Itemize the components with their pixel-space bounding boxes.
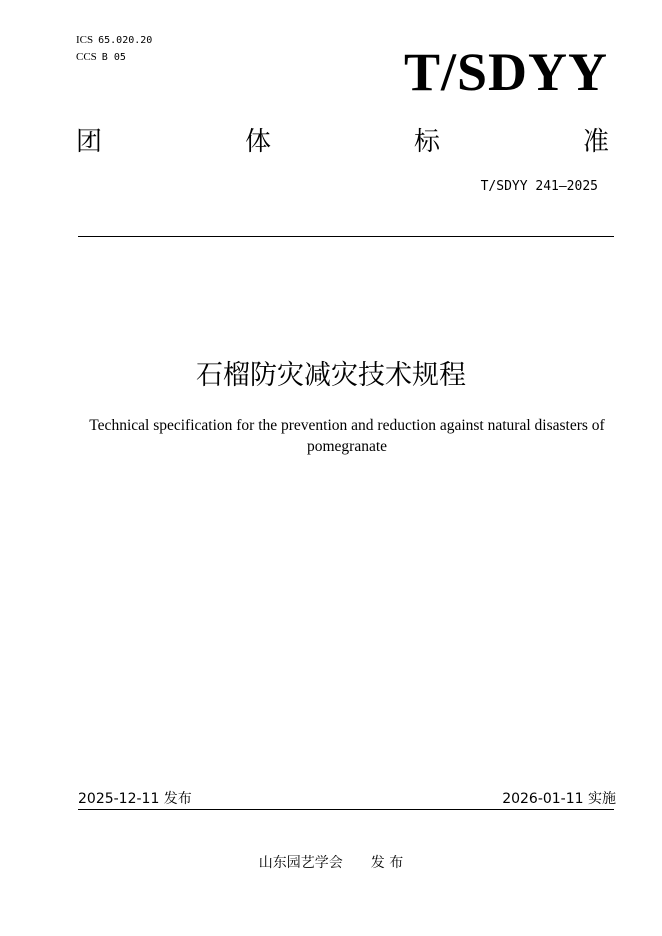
publisher-name: 山东园艺学会 (258, 855, 343, 871)
standard-type-char: 团 (76, 127, 103, 157)
standard-logo: T/SDYY (403, 42, 608, 102)
publish-date: 2025-12-11 发布 (78, 791, 192, 807)
title-english (80, 415, 614, 457)
ics-line (76, 32, 152, 49)
publisher-line (0, 853, 662, 873)
standard-number: T/SDYY 241—2025 (480, 179, 598, 194)
standard-type-char: 标 (413, 127, 440, 157)
classification-codes (76, 32, 152, 66)
footer-divider (78, 809, 614, 810)
ics-code: 65.020.20 (98, 35, 153, 46)
ccs-code: B 05 (101, 52, 126, 63)
ccs-label: CCS (76, 51, 97, 63)
standard-type-heading (76, 124, 609, 160)
title-chinese: 石榴防灾减灾技术规程 (196, 360, 466, 391)
ccs-line (76, 49, 152, 66)
ics-label: ICS (76, 34, 94, 46)
header-divider (78, 236, 614, 237)
publisher-action: 发 布 (370, 855, 404, 871)
implement-date: 2026-01-11 实施 (502, 791, 616, 807)
standard-type-char: 体 (244, 127, 271, 157)
title-english-line-1: Technical specification for the prevention and reduction against natural disasters of (89, 417, 605, 434)
standard-type-char: 准 (582, 127, 609, 157)
title-english-line-2: pomegranate (306, 438, 388, 455)
